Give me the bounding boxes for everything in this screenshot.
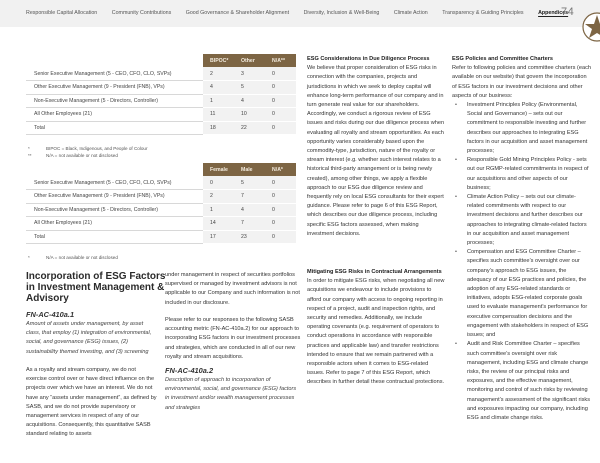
nav-good-governance[interactable]: Good Governance & Shareholder Alignment bbox=[185, 10, 290, 16]
star-logo-icon bbox=[582, 12, 600, 42]
nav-transparency[interactable]: Transparency & Guiding Principles bbox=[442, 10, 524, 16]
footnote: * N/A = not available or not disclosed bbox=[28, 255, 118, 260]
table-row: Non-Executive Management (5 - Directors, Controller) 1 4 0 bbox=[26, 94, 296, 108]
nav-appendices[interactable]: Appendices bbox=[538, 10, 569, 16]
table-row: Senior Executive Management (5 - CEO, CFO, CLO, SVPs) 0 5 0 bbox=[26, 176, 296, 190]
list-item: • Audit and Risk Committee Charter – specifies such committee’s oversight over risk management, including ESG and climate change risks, the review of our principal risks and exposures, and the effective management, monitoring and control of such risks by reviewing management’s assessment of the significant risks and exposures impacting our company, including ESG and climate change risks. bbox=[452, 340, 592, 423]
table-row-total: Total 17 23 0 bbox=[26, 230, 296, 244]
table-row: Other Executive Management (9 - President (FNB), VPs) 2 7 0 bbox=[26, 190, 296, 204]
top-navigation-bar bbox=[0, 0, 600, 27]
list-item: • Climate Action Policy – sets out our climate-related commitments with respect to our investment decisions and further describes our approaches to integrating climate-related factors in our acquisition and asset management processes; bbox=[452, 193, 592, 248]
table-row: Senior Executive Management (5 - CEO, CFO, CLO, SVPs) 2 3 0 bbox=[26, 67, 296, 81]
section-title: Incorporation of ESG Factors in Investment Management & Advisory bbox=[26, 271, 166, 305]
gender-table bbox=[26, 163, 296, 244]
para-refer-metric: Please refer to our responses to the following SASB accounting metric (FN-AC-410a.2) for our approach to incorporating ESG factors in our investment processes and strategies, which are conducted in all of our new royalty and stream acquisitions. bbox=[165, 317, 301, 360]
footnote: ** N/A = not available or not disclosed bbox=[28, 153, 118, 158]
nav-climate-action[interactable]: Climate Action bbox=[393, 10, 428, 16]
para-assets-continued: under management in respect of securities portfolios supervised or managed by investment advisors is not applicable to our Company and such information is not included in our disclosure. bbox=[165, 272, 300, 306]
table-row-total: Total 18 22 0 bbox=[26, 121, 296, 135]
contractual-block bbox=[307, 268, 447, 388]
col-header: N/A** bbox=[265, 54, 296, 67]
heading-due-diligence: ESG Considerations in Due Diligence Process bbox=[307, 56, 430, 62]
due-diligence-body: We believe that proper consideration of ESG risks in connection with the companies, projects and jurisdictions in which we seek to deploy capital will enhance long-term performance of our company and in turn generate real value for our shareholders. Accordingly, we conduct a rigorous review of ESG issues and risks during our due diligence process when evaluating all royalty and stream opportunities. As each opportunity varies considerably based upon the commodity-type, jurisdiction, nature of the royalty or stream interest (e.g. whether such interest relates to a historical third-party arrangement or is being newly created), among other things, we apply a flexible approach to our ESG due diligence review and frequently rely on local ESG consultants for their expert guidance. Please refer to page 6 of this ESG Report, which describes our due diligence process, including specific ESG factors assessed, when making investment decisions. bbox=[307, 65, 445, 237]
sasb-code-2-description: Description of approach to incorporation of environmental, social, and governance (ESG) factors in investment and/or wealth management processes and strategies bbox=[165, 377, 297, 411]
col-header: Male bbox=[234, 163, 265, 176]
para-assets-under-management: As a royalty and stream company, we do not exercise control over or have direct influence on the projects over which we have an interest. We do not have any “assets under management”, as defined by SASB, and we do not provide supervisory or management services in respect of any of our acquisitions. Consequently, this quantitative SASB standard relating to assets bbox=[26, 367, 157, 438]
sasb-code-1-description: Amount of assets under management, by asset class, that employ (1) integration of environmental, social, and governance (ESG) issues, (2) sustainability themed investing, and (3) screening bbox=[26, 321, 152, 355]
policies-list bbox=[452, 101, 592, 423]
sasb-code-2: FN-AC-410a.2 bbox=[165, 366, 214, 375]
nav-responsible-capital-allocation[interactable]: Responsible Capital Allocation bbox=[26, 10, 98, 16]
col-header: Other bbox=[234, 54, 265, 67]
list-item: • Investment Principles Policy (Environmental, Social and Governance) – sets out our commitment to responsible investing and further describes our approaches to integrating ESG factors in our acquisition and asset management processes; bbox=[452, 101, 592, 156]
footnote: * BIPOC = Black, Indigenous, and People of Colour bbox=[28, 146, 148, 151]
col-header: Female bbox=[203, 163, 234, 176]
mitigating-risks-body: In order to mitigate ESG risks, when negotiating all new acquisitions we endeavour to include provisions to afford our company with access to ongoing reporting in respect of a project, audit and inspection rights, and security and remedies. Additionally, we include operating covenants (e.g. requirement of operators to conduct operations in accordance with responsible practices and applicable law) and transfer restrictions intended to ensure that we remain partnered with a responsible actors when it comes to ESG-related issues. Refer to page 7 of this ESG Report, which describes in further detail these contractual protections. bbox=[307, 278, 445, 386]
heading-mitigating-risks: Mitigating ESG Risks in Contractual Arrangements bbox=[307, 269, 442, 275]
sasb-code-1: FN-AC-410a.1 bbox=[26, 310, 75, 319]
table-row: Other Executive Management (9 - President (FNB), VPs) 4 5 0 bbox=[26, 81, 296, 95]
nav-community-contributions[interactable]: Community Contributions bbox=[111, 10, 172, 16]
nav-diversity-inclusion[interactable]: Diversity, Inclusion & Well-Being bbox=[303, 10, 380, 16]
policies-intro: Refer to following policies and committee charters (each available on our website) that govern the incorporation of ESG factors in our investment decisions and other aspects of our business: bbox=[452, 65, 591, 99]
bipoc-table bbox=[26, 54, 296, 135]
table-row: Non-Executive Management (5 - Directors, Controller) 1 4 0 bbox=[26, 203, 296, 217]
table-row: All Other Employees (21) 11 10 0 bbox=[26, 108, 296, 122]
list-item: • Responsible Gold Mining Principles Policy - sets out our RGMP-related commitments in respect of our acquisitions and other aspects of our business; bbox=[452, 156, 592, 193]
page-number: 74 bbox=[561, 6, 575, 18]
col-header: BIPOC* bbox=[203, 54, 234, 67]
col-header: N/A* bbox=[265, 163, 296, 176]
table-row: All Other Employees (21) 14 7 0 bbox=[26, 217, 296, 231]
policies-block bbox=[452, 55, 592, 423]
section-nav bbox=[26, 10, 583, 16]
due-diligence-block bbox=[307, 55, 447, 239]
list-item: • Compensation and ESG Committee Charter – specifies such committee’s oversight over our company’s approach to ESG issues, the adequacy of our ESG practices and policies, the adoption of any ESG-related standards or initiatives, adopts ESG-related corporate goals used to evaluate management’s performance for executive compensation decisions and the engagement with stakeholders in respect of ESG issues; and bbox=[452, 248, 592, 340]
heading-policies: ESG Policies and Committee Charters bbox=[452, 56, 554, 62]
